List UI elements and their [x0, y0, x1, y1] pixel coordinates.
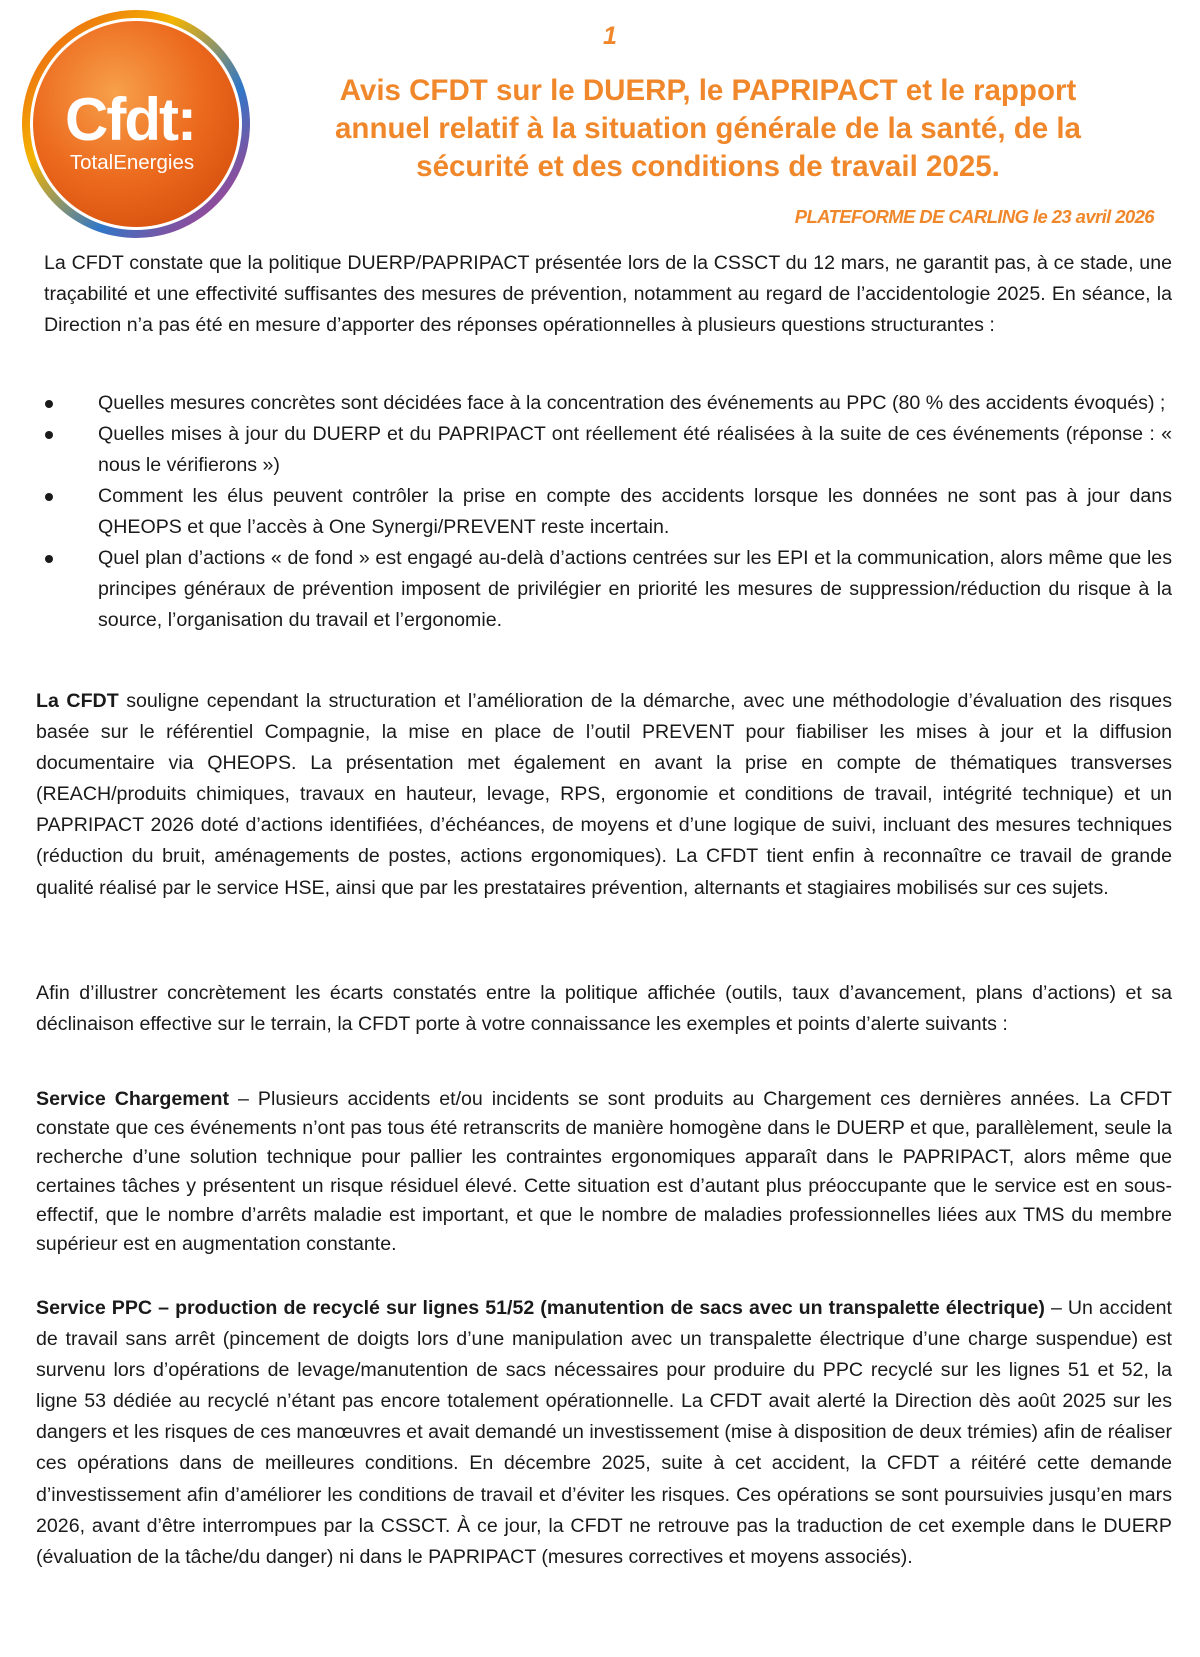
paragraph-text: souligne cependant la structuration et l’amélioration de la démarche, avec une méthodologie d’évaluation des risques basée sur le référentiel Compagnie, la mise en place de l’outil PREVENT pour fiabiliser les mises à jour et la diffusion documentaire via QHEOPS. La présentation met également en avant la prise en compte de thématiques transverses (REACH/produits chimiques, travaux en hauteur, levage, RPS, ergonomie et conditions de travail, intégrité technique) et un PAPRIPACT 2026 doté d’actions identifiées, d’échéances, de moyens et d’une logique de suivi, incluant des mesures techniques (réduction du bruit, aménagements de postes, actions ergonomiques). La CFDT tient enfin à reconnaître ce travail de grande qualité réalisé par le service HSE, ainsi que par les prestataires prévention, alternants et stagiaires mobilisés sur ces sujets.: [36, 690, 1172, 899]
title-line-3: sécurité et des conditions de travail 2025.: [416, 150, 1000, 183]
list-item-text: Quelles mises à jour du DUERP et du PAPRIPACT ont réellement été réalisées à la suite de ces événements (réponse : « nous le vérifierons »): [98, 423, 1172, 476]
intro-paragraph: La CFDT constate que la politique DUERP/PAPRIPACT présentée lors de la CSSCT du 12 mars, ne garantit pas, à ce stade, une traçabilité et une effectivité suffisantes des mesures de prévention, notamment au regard de l’accidentologie 2025. En séance, la Direction n’a pas été en mesure d’apporter des réponses opérationnelles à plusieurs questions structurantes :: [44, 252, 1172, 336]
cfdt-assessment-paragraph: [36, 686, 1172, 904]
questions-list: [0, 388, 1200, 636]
paragraph-lead: Service PPC – production de recyclé sur lignes 51/52 (manutention de sacs avec un transpalette électrique): [36, 1297, 1045, 1319]
bullet-icon: [45, 493, 53, 501]
bullet-icon: [45, 555, 53, 563]
logo-graphic: [18, 6, 254, 242]
bullet-icon: [45, 400, 53, 408]
document-title: [258, 72, 1158, 186]
service-ppc-paragraph: [36, 1293, 1172, 1573]
title-line-1: Avis CFDT sur le DUERP, le PAPRIPACT et le rapport: [339, 74, 1077, 107]
logo-main-text: Cfdt:: [65, 86, 195, 153]
title-line-2: annuel relatif à la situation générale de la santé, de la: [335, 112, 1081, 145]
page-number: 1: [603, 22, 617, 50]
paragraph-text: – Plusieurs accidents et/ou incidents se sont produits au Chargement ces dernières années. La CFDT constate que ces événements n’ont pas tous été retranscrits de manière homogène dans le DUERP et que, parallèlement, seule la recherche d’une solution technique pour pallier les contraintes ergonomiques apparaît dans le PAPRIPACT, alors même que certaines tâches y présentent un risque résiduel élevé. Cette situation est d’autant plus préoccupante que le service est en sous-effectif, que le nombre d’arrêts maladie est important, et que le nombre de maladies professionnelles liées aux TMS du membre supérieur est en augmentation constante.: [36, 1088, 1172, 1255]
list-item: [0, 388, 1200, 419]
list-item: [0, 481, 1200, 543]
examples-intro-paragraph: Afin d’illustrer concrètement les écarts constatés entre la politique affichée (outils, taux d’avancement, plans d’actions) et sa déclinaison effective sur le terrain, la CFDT porte à votre connaissance les exemples et points d’alerte suivants :: [36, 982, 1172, 1035]
list-item-text: Quel plan d’actions « de fond » est engagé au-delà d’actions centrées sur les EPI et la communication, alors même que les principes généraux de prévention imposent de privilégier en priorité les mesures de suppression/réduction du risque à la source, l’organisation du travail et l’ergonomie.: [98, 547, 1172, 631]
service-chargement-paragraph: [36, 1085, 1172, 1259]
paragraph-lead: La CFDT: [36, 690, 119, 712]
list-item-text: Quelles mesures concrètes sont décidées face à la concentration des événements au PPC (80 % des accidents évoqués) ;: [98, 392, 1166, 414]
document-subtitle: PLATEFORME DE CARLING le 23 avril 2026: [794, 206, 1154, 227]
cfdt-totalenergies-logo: [18, 6, 254, 242]
list-item: [0, 543, 1200, 636]
paragraph-text: – Un accident de travail sans arrêt (pincement de doigts lors d’une manipulation avec un transpalette électrique d’une charge suspendue) est survenu lors d’opérations de levage/manutention de sacs nécessaires pour produire du PPC recyclé sur les lignes 51 et 52, la ligne 53 dédiée au recyclé n’étant pas encore totalement opérationnelle. La CFDT avait alerté la Direction dès août 2025 sur les dangers et les risques de ces manœuvres et avait demandé un investissement (mise à disposition de deux trémies) afin de réaliser ces opérations dans de meilleures conditions. En décembre 2025, suite à cet accident, la CFDT a réitéré cette demande d’investissement afin d’améliorer les conditions de travail et d’éviter les risques. Ces opérations se sont poursuivies jusqu’en mars 2026, avant d’être interrompues par la CSSCT. À ce jour, la CFDT ne retrouve pas la traduction de cet exemple dans le DUERP (évaluation de la tâche/du danger) ni dans le PAPRIPACT (mesures correctives et moyens associés).: [36, 1297, 1172, 1568]
list-item-text: Comment les élus peuvent contrôler la prise en compte des accidents lorsque les données ne sont pas à jour dans QHEOPS et que l’accès à One Synergi/PREVENT reste incertain.: [98, 485, 1172, 538]
logo-sub-text: TotalEnergies: [69, 151, 195, 174]
paragraph-lead: Service Chargement: [36, 1088, 230, 1110]
bullet-icon: [45, 431, 53, 439]
list-item: [0, 419, 1200, 481]
